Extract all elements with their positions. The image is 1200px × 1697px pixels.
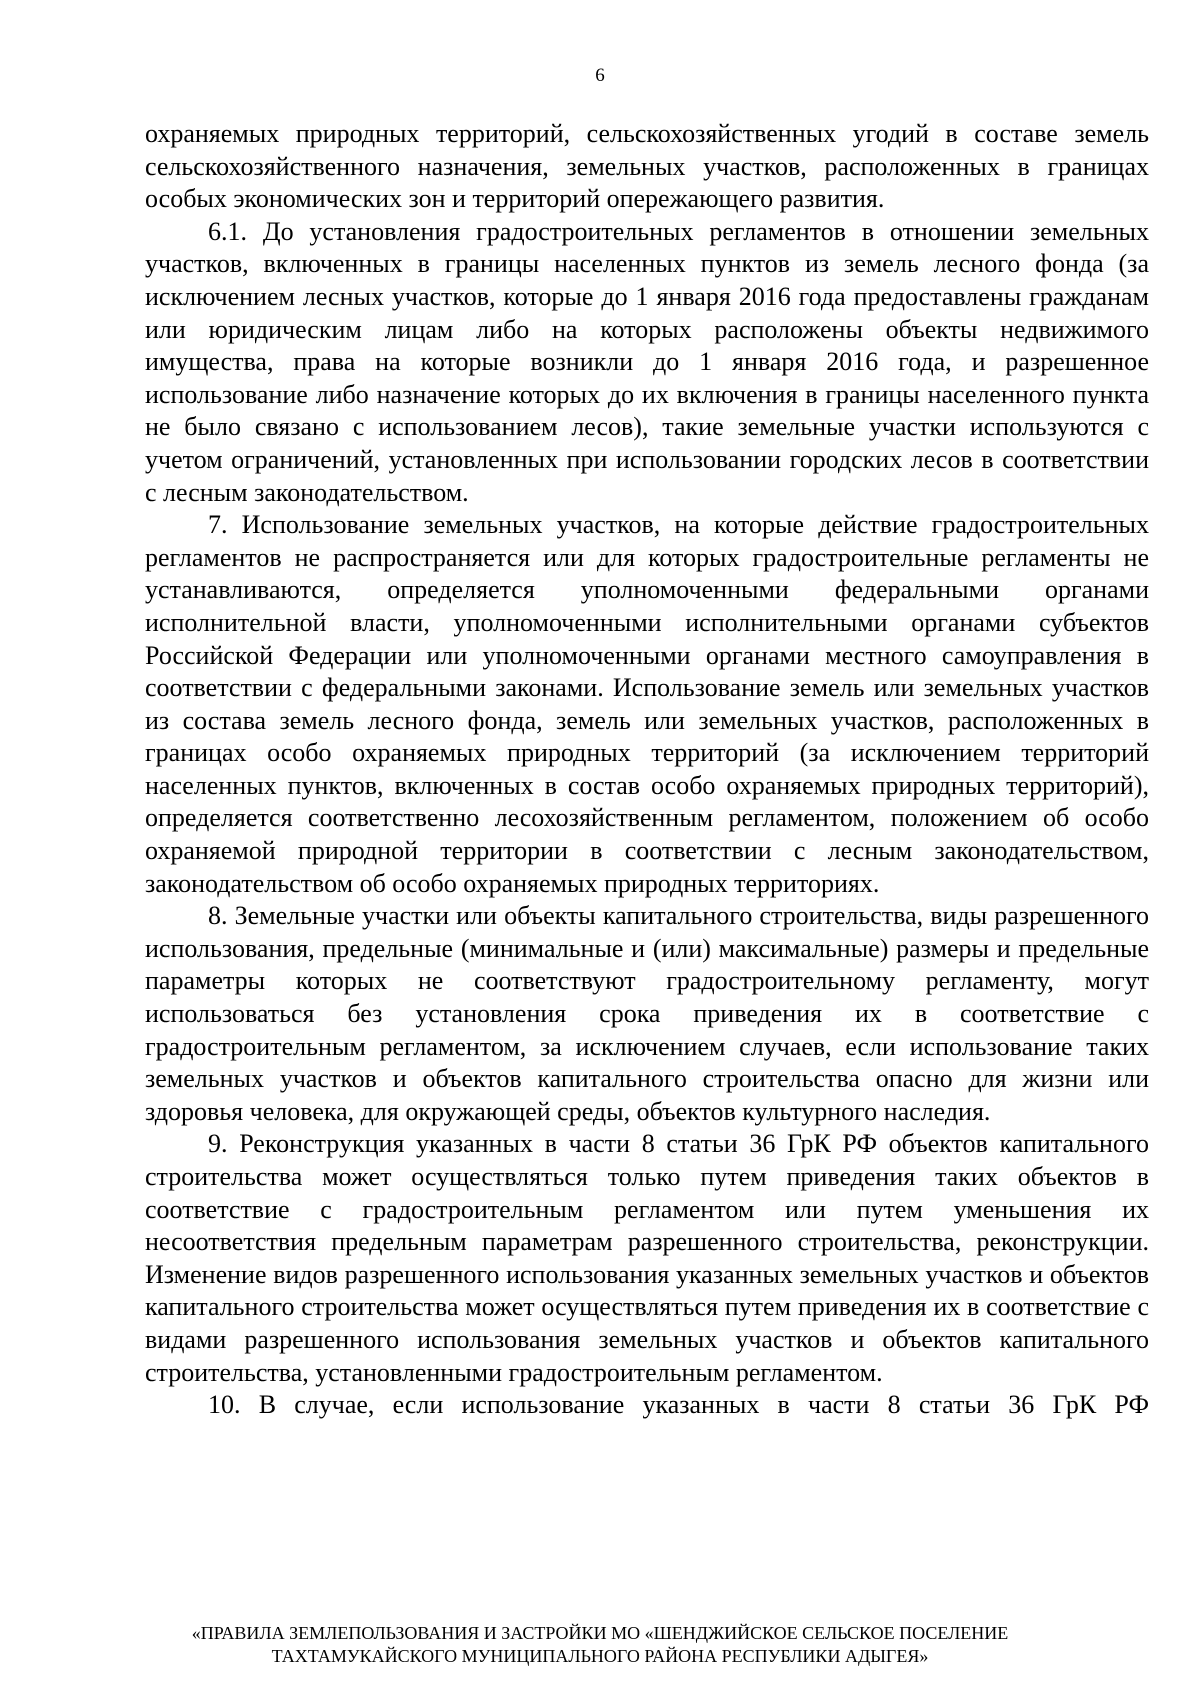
- paragraph-7: 7. Использование земельных участков, на которые действие градостроительных регламентов не распространяется или для которых градостроительные регламенты не устанавливаются, определяется уполномоченными федеральными органами исполнительной власти, уполномоченными исполнительными органами субъектов Российской Федерации или уполномоченными органами местного самоуправления в соответствии с федеральными законами. Использование земель или земельных участков из состава земель лесного фонда, земель или земельных участков, расположенных в границах особо охраняемых природных территорий (за исключением территорий населенных пунктов, включенных в состав особо охраняемых природных территорий), определяется соответственно лесохозяйственным регламентом, положением об особо охраняемой природной территории в соответствии с лесным законодательством, законодательством об особо охраняемых природных территориях.: [145, 510, 1149, 898]
- page-footer: [0, 1622, 1200, 1668]
- document-body: [145, 118, 1149, 1422]
- footer-line-2: ТАХТАМУКАЙСКОГО МУНИЦИПАЛЬНОГО РАЙОНА РЕСПУБЛИКИ АДЫГЕЯ»: [271, 1646, 929, 1666]
- paragraph-9: 9. Реконструкция указанных в части 8 статьи 36 ГрК РФ объектов капитального строительства может осуществляться только путем приведения таких объектов в соответствие с градостроительным регламентом или путем уменьшения их несоответствия предельным параметрам разрешенного строительства, реконструкции. Изменение видов разрешенного использования указанных земельных участков и объектов капитального строительства может осуществляться путем приведения их в соответствие с видами разрешенного использования земельных участков и объектов капитального строительства, установленными градостроительным регламентом.: [145, 1129, 1149, 1387]
- paragraph-10: 10. В случае, если использование указанных в части 8 статьи 36 ГрК РФ: [208, 1390, 1149, 1420]
- footer-line-1: «ПРАВИЛА ЗЕМЛЕПОЛЬЗОВАНИЯ И ЗАСТРОЙКИ МО «ШЕНДЖИЙСКОЕ СЕЛЬСКОЕ ПОСЕЛЕНИЕ: [191, 1623, 1009, 1643]
- page-number: 6: [595, 65, 605, 86]
- paragraph-8: 8. Земельные участки или объекты капитального строительства, виды разрешенного использования, предельные (минимальные и (или) максимальные) размеры и предельные параметры которых не соответствуют градостроительному регламенту, могут использоваться без установления срока приведения их в соответствие с градостроительным регламентом, за исключением случаев, если использование таких земельных участков и объектов капитального строительства опасно для жизни или здоровья человека, для окружающей среды, объектов культурного наследия.: [145, 901, 1149, 1126]
- paragraph-continuation: охраняемых природных территорий, сельскохозяйственных угодий в составе земель сельскохозяйственного назначения, земельных участков, расположенных в границах особых экономических зон и территорий опережающего развития.: [145, 119, 1149, 214]
- paragraph-6-1: 6.1. До установления градостроительных регламентов в отношении земельных участков, включенных в границы населенных пунктов из земель лесного фонда (за исключением лесных участков, которые до 1 января 2016 года предоставлены гражданам или юридическим лицам либо на которых расположены объекты недвижимого имущества, права на которые возникли до 1 января 2016 года, и разрешенное использование либо назначение которых до их включения в границы населенного пункта не было связано с использованием лесов), такие земельные участки используются с учетом ограничений, установленных при использовании городских лесов в соответствии с лесным законодательством.: [145, 216, 1149, 507]
